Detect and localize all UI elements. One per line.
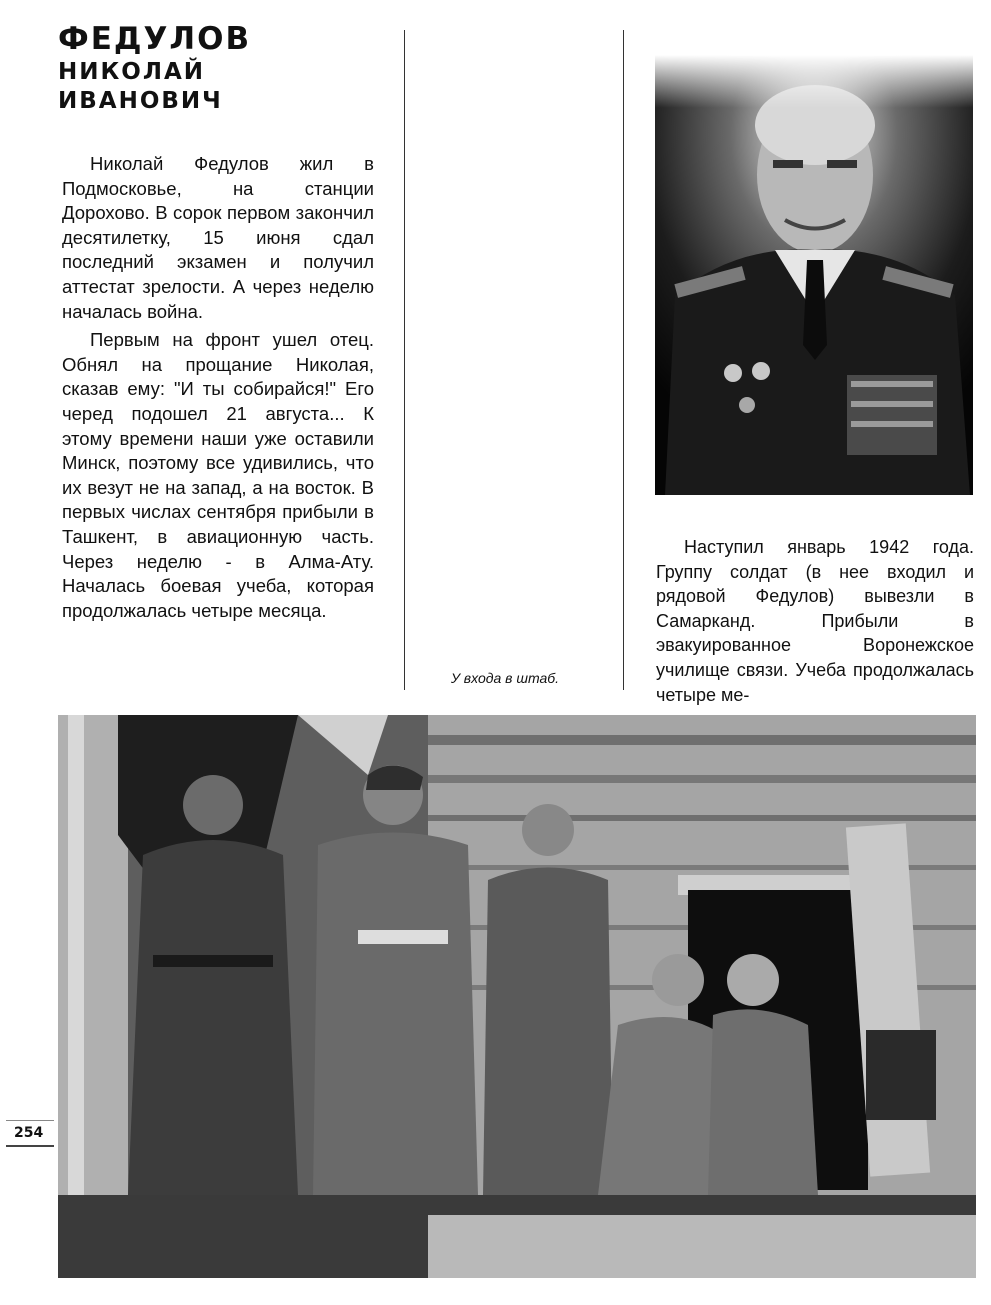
- title-name-line1: НИКОЛАЙ: [58, 59, 206, 85]
- veteran-portrait-photo: [655, 55, 973, 495]
- title-name-line2: ИВАНОВИЧ: [58, 88, 223, 114]
- column-3-paragraph-1: Наступил январь 1942 года. Группу солдат (в нее входил и рядовой Федулов) вывезли в Самарканд. Прибыли в эвакуированное Воронежское училище связи. Учеба продолжалась четыре ме-: [656, 537, 974, 705]
- column-1-paragraph-2: Первым на фронт ушел отец. Обнял на прощание Николая, сказав ему: "И ты собирайся!" Его черед подошел 21 августа... К этому времени наши уже оставили Минск, поэтому все удивились, что их везут не на запад, а на восток. В первых числах сентября прибыли в Ташкент, в авиационную часть. Через неделю - в Алма-Ату. Началась боевая учеба, которая продолжалась четыре месяца.: [62, 329, 374, 621]
- column-3-text: [656, 535, 974, 707]
- column-1-paragraph-1: Николай Федулов жил в Подмосковье, на станции Дорохово. В сорок первом закончил десятилетку, 15 июня сдал последний экзамен и получил аттестат зрелости. А через неделю началась война.: [62, 153, 374, 322]
- photo-caption: У входа в штаб.: [450, 670, 560, 686]
- column-divider-left: [404, 30, 405, 690]
- article-title: [58, 21, 252, 114]
- column-divider-right: [623, 30, 624, 690]
- page-number: 254: [6, 1120, 54, 1147]
- column-1-text: [62, 152, 374, 623]
- group-photo-headquarters: [58, 715, 976, 1278]
- title-surname: ФЕДУЛОВ: [58, 21, 252, 57]
